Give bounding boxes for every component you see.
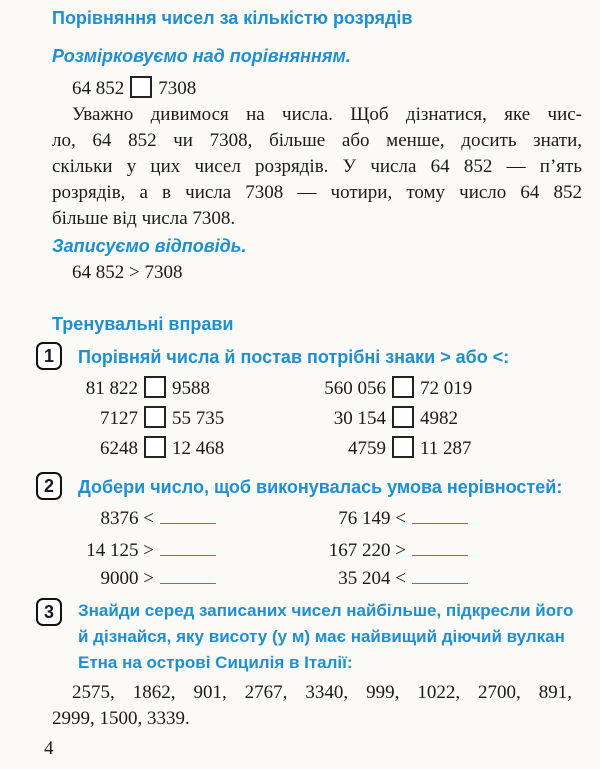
task-3-line: й дізнайся, яку висоту (у м) має найвищий діючий вулкан bbox=[78, 627, 565, 646]
task-1-row bbox=[300, 436, 472, 462]
reasoning-heading: Розмірковуємо над порівнянням. bbox=[52, 46, 351, 66]
explanation-line: розрядів, а в числа 7308 — чотири, тому число 64 852 bbox=[52, 182, 582, 203]
left-number: 81 822 bbox=[85, 378, 138, 399]
task-1-number: 1 bbox=[36, 342, 62, 370]
task-3-number: 3 bbox=[36, 598, 62, 626]
exercises-heading: Тренувальні вправи bbox=[52, 314, 234, 334]
left-number: 560 056 bbox=[324, 378, 386, 399]
example-comparison bbox=[72, 76, 196, 100]
task-3-numbers bbox=[52, 680, 572, 732]
explanation-paragraph bbox=[52, 102, 582, 232]
task-2-row bbox=[64, 566, 216, 592]
task-2-number: 2 bbox=[36, 472, 62, 500]
right-number: 9588 bbox=[172, 378, 210, 399]
task-2-row bbox=[300, 566, 468, 592]
inequality-left: 14 125 > bbox=[86, 540, 154, 561]
inequality-left: 167 220 > bbox=[328, 540, 406, 561]
explanation-line: ло, 64 852 чи 7308, більше або менше, досить знати, bbox=[52, 130, 582, 151]
task-3-line: Етна на острові Сицилія в Італії: bbox=[78, 653, 353, 672]
answer-blank[interactable] bbox=[160, 541, 216, 556]
task-1-text bbox=[78, 344, 509, 370]
compare-box[interactable] bbox=[144, 436, 166, 458]
compare-box[interactable] bbox=[144, 406, 166, 428]
answer-blank[interactable] bbox=[412, 569, 468, 584]
explanation-line: більше від числа 7308. bbox=[52, 208, 236, 229]
compare-box[interactable] bbox=[392, 406, 414, 428]
task-1-row bbox=[64, 406, 224, 432]
compare-box[interactable] bbox=[392, 376, 414, 398]
left-number: 6248 bbox=[100, 438, 138, 459]
inequality-left: 35 204 < bbox=[338, 568, 406, 589]
inequality-left: 76 149 < bbox=[338, 508, 406, 529]
task-1-instruction: Порівняй числа й постав потрібні знаки > або <: bbox=[78, 347, 510, 367]
answer-blank[interactable] bbox=[412, 541, 468, 556]
left-number: 4759 bbox=[348, 438, 386, 459]
compare-box[interactable] bbox=[130, 76, 152, 98]
compare-box[interactable] bbox=[392, 436, 414, 458]
example-left: 64 852 bbox=[72, 78, 125, 99]
numbers-line[interactable]: 2999, 1500, 3339. bbox=[52, 708, 190, 729]
right-number: 55 735 bbox=[172, 408, 225, 429]
task-2-row bbox=[64, 538, 216, 564]
answer-text: 64 852 > 7308 bbox=[72, 262, 183, 283]
compare-box[interactable] bbox=[144, 376, 166, 398]
left-number: 30 154 bbox=[333, 408, 386, 429]
task-2-row bbox=[300, 506, 468, 532]
explanation-line: Уважно дивимося на числа. Щоб дізнатися, яке чис- bbox=[72, 104, 582, 125]
inequality-left: 8376 < bbox=[100, 508, 154, 529]
example-right: 7308 bbox=[158, 78, 197, 99]
page-number: 4 bbox=[44, 738, 54, 759]
task-2-instruction: Добери число, щоб виконувалась умова нерівностей: bbox=[78, 477, 563, 497]
task-2-text bbox=[78, 474, 562, 500]
task-1-row bbox=[64, 436, 224, 462]
inequality-left: 9000 > bbox=[100, 568, 154, 589]
answer-blank[interactable] bbox=[160, 509, 216, 524]
task-1-row bbox=[300, 406, 458, 432]
left-number: 7127 bbox=[100, 408, 138, 429]
explanation-line: скільки у цих чисел розрядів. У числа 64 852 — п’ять bbox=[52, 156, 582, 177]
task-3-line: Знайди серед записаних чисел найбільше, підкресли його bbox=[78, 601, 574, 620]
task-2-row bbox=[300, 538, 468, 564]
numbers-line[interactable]: 2575, 1862, 901, 2767, 3340, 999, 1022, 2700, 891, bbox=[72, 682, 572, 703]
task-2-row bbox=[64, 506, 216, 532]
right-number: 4982 bbox=[420, 408, 458, 429]
right-number: 72 019 bbox=[420, 378, 473, 399]
answer-heading: Записуємо відповідь. bbox=[52, 236, 247, 256]
right-number: 12 468 bbox=[172, 438, 225, 459]
task-3-text bbox=[78, 598, 573, 676]
right-number: 11 287 bbox=[420, 438, 472, 459]
answer-blank[interactable] bbox=[412, 509, 468, 524]
task-1-row bbox=[64, 376, 210, 402]
task-1-row bbox=[300, 376, 472, 402]
answer-blank[interactable] bbox=[160, 569, 216, 584]
section-title: Порівняння чисел за кількістю розрядів bbox=[52, 8, 413, 28]
